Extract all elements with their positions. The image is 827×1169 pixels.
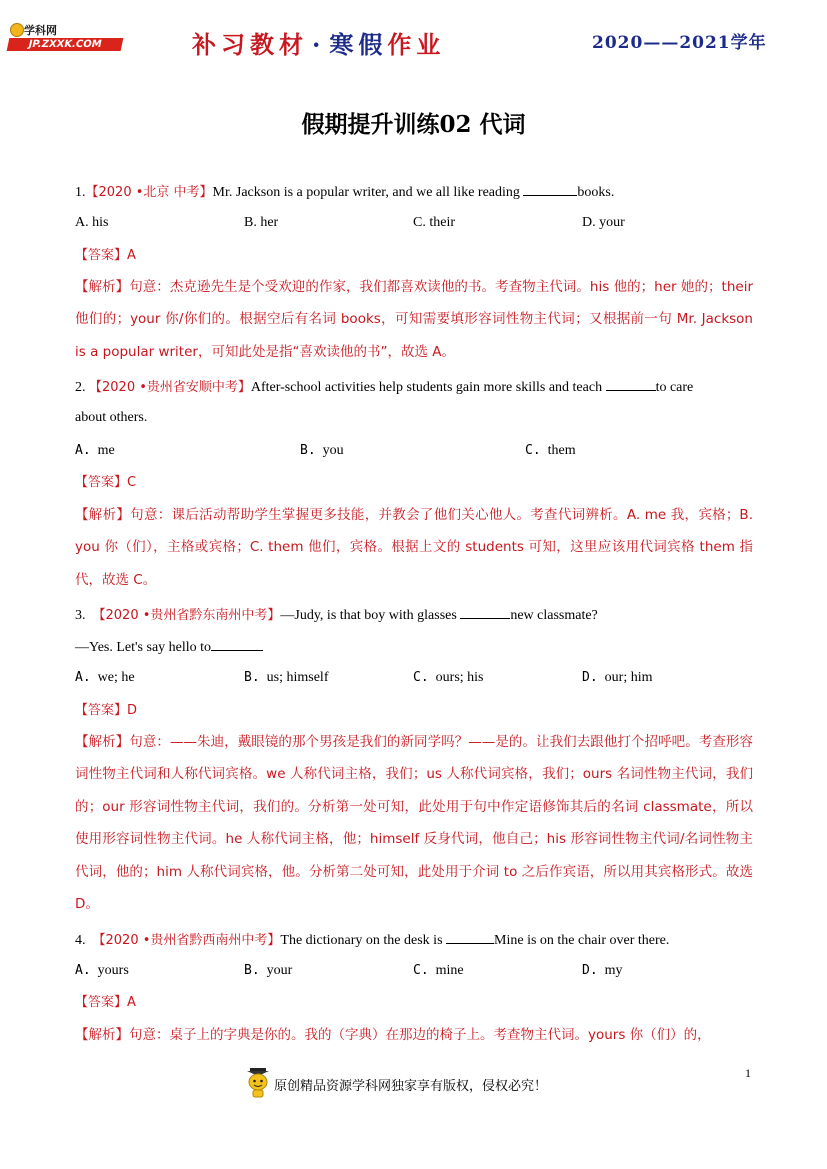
option-key: A. (75, 963, 91, 978)
question-text: After-school activities help students gain more skills and teach (250, 380, 606, 395)
option-d: D. your (582, 215, 625, 230)
mascot-icon (244, 1067, 272, 1099)
option-a (75, 441, 115, 461)
question-2-stem-line2: about others. (75, 410, 148, 425)
answer-blank (460, 604, 510, 619)
option-a (75, 961, 129, 981)
option-text: you (322, 443, 344, 458)
question-text: Mr. Jackson is a popular writer, and we all like reading (212, 185, 524, 200)
question-number: 2. (75, 380, 86, 395)
question-number: 1. (75, 185, 86, 200)
answer-blank (211, 636, 263, 651)
option-text: ours; his (435, 670, 484, 685)
option-text: us; himself (266, 670, 329, 685)
option-key: B. (300, 443, 316, 458)
question-text: —Yes. Let's say hello to (75, 640, 212, 655)
explanation: 【解析】句意：桌子上的字典是你的。我的（字典）在那边的椅子上。考查物主代词。yours 你（们）的， (75, 1027, 711, 1043)
option-b (244, 961, 292, 981)
option-d (582, 961, 623, 981)
option-key: B. (244, 963, 260, 978)
answer-blank (606, 376, 656, 391)
site-logo[interactable] (6, 22, 124, 52)
question-number: 4. (75, 933, 86, 948)
question-text-after: books. (577, 185, 615, 200)
question-source: 【2020 •贵州省黔西南州中考】 (92, 933, 281, 948)
option-key: C. (413, 963, 429, 978)
answer-blank (446, 929, 494, 944)
option-text: them (547, 443, 576, 458)
header-year: 2020——2021学年 (592, 33, 767, 53)
answer-line: 【答案】A (75, 995, 136, 1010)
question-number: 3. (75, 608, 86, 623)
answer-blank (523, 181, 577, 196)
question-text-after: to care (655, 380, 694, 395)
option-text: me (97, 443, 115, 458)
explanation: 【解析】句意：——朱迪，戴眼镜的那个男孩是我们的新同学吗？——是的。让我们去跟他打个招呼吧。考查形容词性物主代词和人称代词宾格。we 人称代词主格，我们；us 人称代词宾格，我们；ours 名词性物主代词，我们的；our 形容词性物主代词，我们的。分析第一处可知，此处用于句中作定语修饰其后的名词 classmate，所以使用形容词性物主代词。he 人称代词主格，他；himself 反身代词，他自己；his 形容词性物主代词/名词性物主代词，他的；him 人称代词宾格，他。分析第二处可知，此处用于介词 to 之后作宾语，所以用其宾格形式。故选 D。 (75, 734, 753, 913)
option-a (75, 668, 135, 688)
option-c (413, 668, 484, 688)
option-text: my (604, 963, 623, 978)
question-3-stem-line2 (75, 636, 263, 658)
explanation: 【解析】句意：杰克逊先生是个受欢迎的作家，我们都喜欢读他的书。考查物主代词。his 他的；her 她的；their 他们的；your 你/你们的。根据空后有名词 books，可知需要填形容词性物主代词；又根据前一句 Mr. Jackson is a popular writer，可知此处是指“喜欢读他的书”，故选 A。 (75, 279, 753, 360)
explanation: 【解析】句意：课后活动帮助学生掌握更多技能，并教会了他们关心他人。考查代词辨析。A. me 我，宾格；B. you 你（们），主格或宾格；C. them 他们，宾格。根据上文的 students 可知，这里应该用代词宾格 them 指代，故选 C。 (75, 507, 753, 588)
option-c (413, 961, 464, 981)
question-1-stem (75, 181, 614, 203)
option-key: A. (75, 443, 91, 458)
option-b: B. her (244, 215, 279, 230)
option-text: mine (435, 963, 464, 978)
option-d (582, 668, 653, 688)
header-title-part1: 补习教材 (192, 30, 308, 59)
header-title (192, 25, 445, 60)
option-text: we; he (97, 670, 135, 685)
question-text: The dictionary on the desk is (280, 933, 447, 948)
question-source: 【2020 •贵州省安顺中考】 (89, 380, 251, 395)
question-text-after: Mine is on the chair over there. (494, 933, 670, 948)
option-key: C. (525, 443, 541, 458)
header-title-dot: · (312, 30, 326, 59)
option-a: A. his (75, 215, 109, 230)
logo-icon (10, 23, 24, 37)
option-b (244, 668, 329, 688)
header-title-part2: 寒假 (329, 30, 388, 59)
logo-name: 学科网 (24, 24, 57, 37)
question-2-stem (75, 376, 693, 398)
option-text: yours (97, 963, 129, 978)
question-source: 【2020 •北京 中考】 (85, 185, 213, 200)
answer-line: 【答案】A (75, 248, 136, 263)
page-number: 1 (745, 1066, 751, 1080)
answer-line: 【答案】D (75, 703, 138, 718)
answer-line: 【答案】C (75, 475, 137, 490)
logo-url: JP.ZXXK.COM (7, 38, 124, 51)
option-text: our; him (604, 670, 653, 685)
option-c: C. their (413, 215, 455, 230)
option-key: A. (75, 670, 91, 685)
question-4-stem (75, 929, 669, 951)
option-key: D. (582, 963, 598, 978)
question-text: —Judy, is that boy with glasses (280, 608, 461, 623)
question-text-after: new classmate? (510, 608, 598, 623)
option-b (300, 441, 344, 461)
option-c (525, 441, 576, 461)
question-source: 【2020 •贵州省黔东南州中考】 (92, 608, 281, 623)
option-key: C. (413, 670, 429, 685)
footer (244, 1065, 584, 1101)
header-title-part3: 作业 (387, 30, 446, 59)
question-3-stem (75, 604, 598, 626)
option-key: B. (244, 670, 260, 685)
copyright-text: 原创精品资源学科网独家享有版权，侵权必究！ (274, 1079, 548, 1094)
option-key: D. (582, 670, 598, 685)
option-text: your (266, 963, 293, 978)
page-title: 假期提升训练02 代词 (301, 111, 526, 138)
